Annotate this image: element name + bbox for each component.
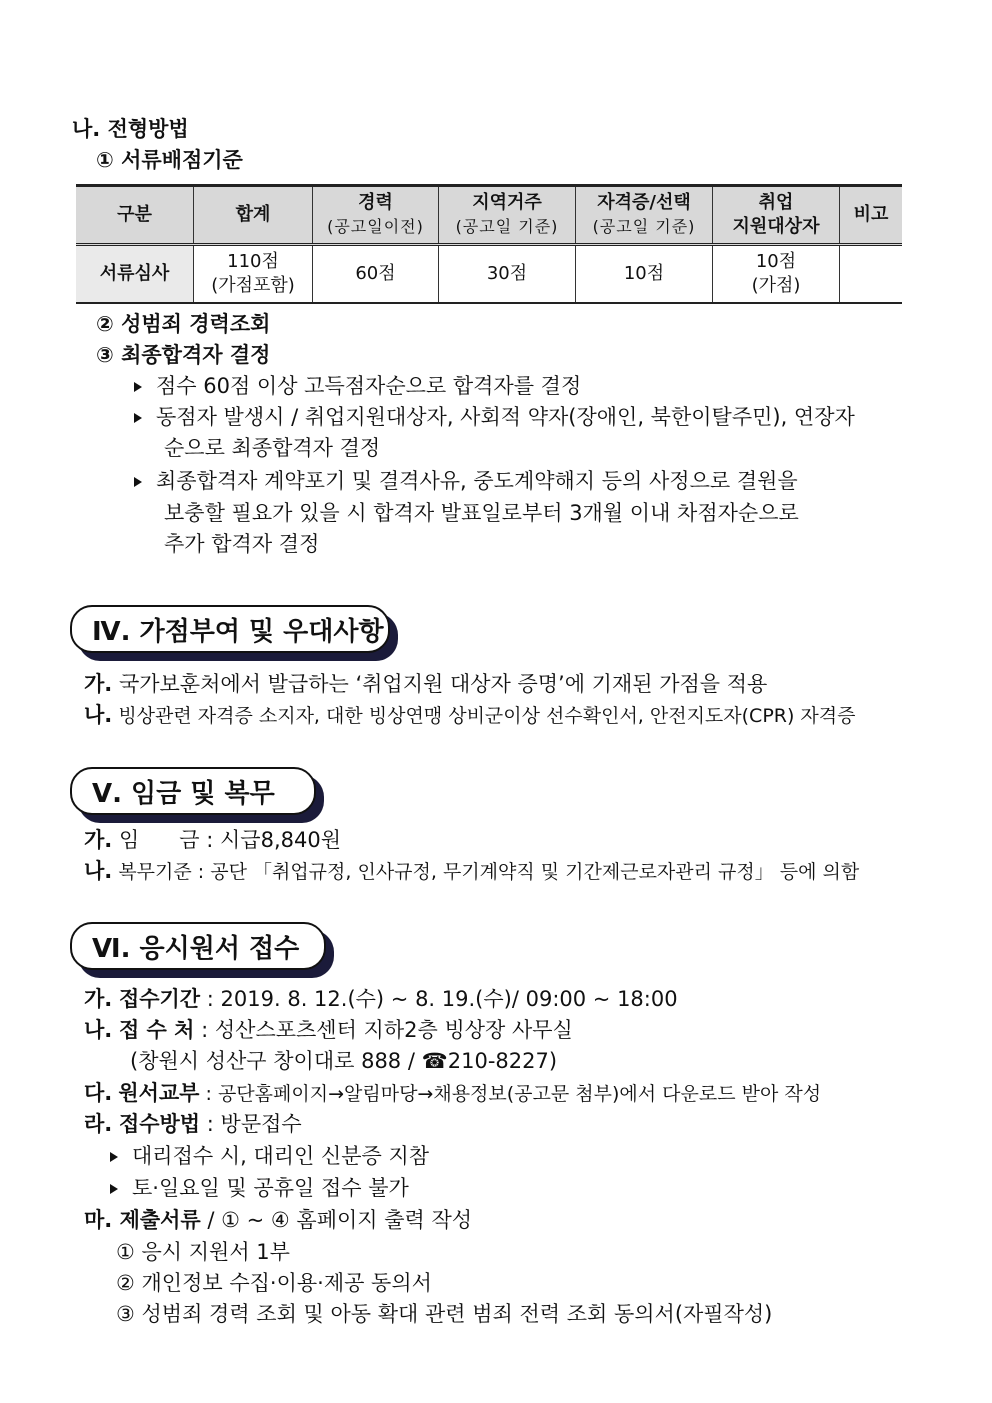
table-header-cell: 합계 xyxy=(194,186,313,245)
triangle-bullet-icon xyxy=(134,413,142,423)
subheading-document-scoring: ① 서류배점기준 xyxy=(96,148,243,172)
list-item: 동점자 발생시 / 취업지원대상자, 사회적 약자(장애인, 북한이탈주민), 연장자 xyxy=(134,403,855,431)
list-item: 나. 빙상관련 자격증 소지자, 대한 빙상연맹 상비군이상 선수확인서, 안전지도자(CPR) 자격증 xyxy=(84,703,856,727)
list-item: 라. 접수방법 : 방문접수 xyxy=(84,1112,302,1136)
section-heading-iv-label: Ⅳ. 가점부여 및 우대사항 xyxy=(70,605,390,653)
document-item: ① 응시 지원서 1부 xyxy=(116,1240,290,1264)
triangle-bullet-icon xyxy=(110,1184,118,1194)
section-heading-v-label: Ⅴ. 임금 및 복무 xyxy=(70,767,316,815)
table-cell: 10점 (가점) xyxy=(713,245,840,304)
scoring-table xyxy=(76,184,902,304)
list-item: 가. 임 금 : 시급8,840원 xyxy=(84,828,341,852)
table-row-label: 서류심사 xyxy=(76,245,194,304)
triangle-bullet-icon xyxy=(134,477,142,487)
section-title-selection: 나. 전형방법 xyxy=(72,117,189,141)
section-heading-v xyxy=(70,767,316,815)
list-item-continuation: (창원시 성산구 창이대로 888 / ☎210-8227) xyxy=(130,1049,558,1073)
table-header-cell: 비고 xyxy=(840,186,903,245)
triangle-bullet-icon xyxy=(110,1152,118,1162)
table-cell: 60점 xyxy=(313,245,439,304)
table-cell: 10점 xyxy=(576,245,713,304)
section-heading-vi-label: Ⅵ. 응시원서 접수 xyxy=(70,922,326,970)
list-item: 나. 복무기준 : 공단 「취업규정, 인사규정, 무기계약직 및 기간제근로자관리 규정」 등에 의함 xyxy=(84,859,860,883)
section-heading-vi xyxy=(70,922,326,970)
document-item: ③ 성범죄 경력 조회 및 아동 확대 관련 범죄 전력 조회 동의서(자필작성) xyxy=(116,1302,773,1326)
subheading-sex-crime-check: ② 성범죄 경력조회 xyxy=(96,312,271,336)
list-item: 최종합격자 계약포기 및 결격사유, 중도계약해지 등의 사정으로 결원을 xyxy=(134,467,798,495)
list-item: 다. 원서교부 : 공단홈페이지→알림마당→채용정보(공고문 첨부)에서 다운로드 받아 작성 xyxy=(84,1081,822,1105)
triangle-bullet-icon xyxy=(134,382,142,392)
table-header-cell: 구분 xyxy=(76,186,194,245)
list-item: 대리접수 시, 대리인 신분증 지참 xyxy=(110,1142,429,1170)
table-header-cell: 경력 (공고일이전) xyxy=(313,186,439,245)
list-item: 가. 접수기간 : 2019. 8. 12.(수) ~ 8. 19.(수)/ 09:00 ~ 18:00 xyxy=(84,987,678,1011)
list-item: 가. 국가보훈처에서 발급하는 ‘취업지원 대상자 증명’에 기재된 가점을 적용 xyxy=(84,672,768,696)
list-item: 마. 제출서류 / ① ~ ④ 홈페이지 출력 작성 xyxy=(84,1208,473,1232)
table-row xyxy=(76,245,902,304)
table-header-cell: 취업 지원대상자 xyxy=(713,186,840,245)
list-item: 나. 접 수 처 : 성산스포츠센터 지하2층 빙상장 사무실 xyxy=(84,1018,573,1042)
list-item-continuation: 보충할 필요가 있을 시 합격자 발표일로부터 3개월 이내 차점자순으로 xyxy=(164,501,799,525)
subheading-final-decision: ③ 최종합격자 결정 xyxy=(96,343,271,367)
section-heading-iv xyxy=(70,605,390,653)
list-item: 토·일요일 및 공휴일 접수 불가 xyxy=(110,1174,409,1202)
table-header-row xyxy=(76,186,902,245)
table-cell: 110점 (가점포함) xyxy=(194,245,313,304)
list-item: 점수 60점 이상 고득점자순으로 합격자를 결정 xyxy=(134,372,581,400)
list-item-continuation: 순으로 최종합격자 결정 xyxy=(164,436,381,460)
table-cell xyxy=(840,245,903,304)
table-header-cell: 자격증/선택 (공고일 기준) xyxy=(576,186,713,245)
table-cell: 30점 xyxy=(439,245,576,304)
table-header-cell: 지역거주 (공고일 기준) xyxy=(439,186,576,245)
document-item: ② 개인정보 수집·이용·제공 동의서 xyxy=(116,1271,432,1295)
list-item-continuation: 추가 합격자 결정 xyxy=(164,532,320,556)
